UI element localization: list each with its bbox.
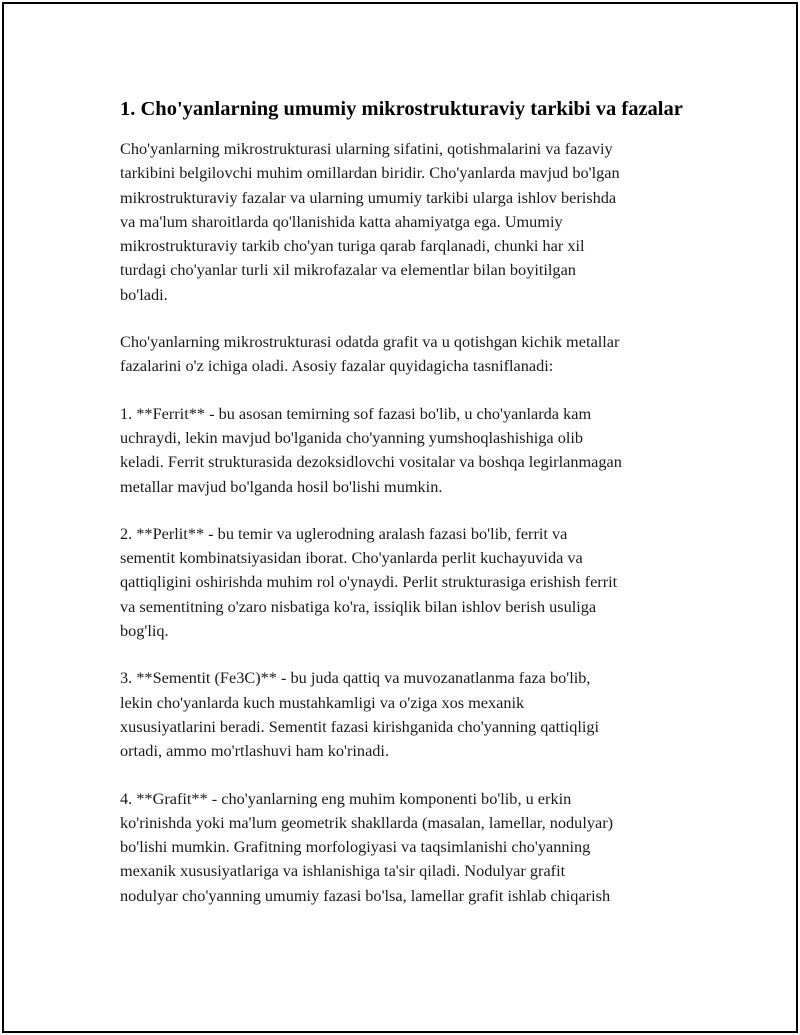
document-body xyxy=(120,96,696,931)
paragraph-phases-overview: Cho'yanlarning mikrostrukturasi odatda grafit va u qotishgan kichik metallar fazalarini o'z ichiga oladi. Asosiy fazalar quyidagicha tasniflanadi: xyxy=(120,332,620,376)
paragraph-ferrit: 1. **Ferrit** - bu asosan temirning sof fazasi bo'lib, u cho'yanlarda kam uchraydi, lekin mavjud bo'lganida cho'yanning yumshoqlashishiga olib keladi. Ferrit strukturasida dezoksidlovchi vositalar va boshqa legirlanmagan metallar mavjud bo'lganda hosil bo'lishi mumkin. xyxy=(120,403,622,496)
document-title: 1. Cho'yanlarning umumiy mikrostrukturaviy tarkibi va fazalar xyxy=(120,98,683,120)
paragraph-sementit: 3. **Sementit (Fe3C)** - bu juda qattiq va muvozanatlanma faza bo'lib, lekin cho'yanlarda kuch mustahkamligi va o'ziga xos mexanik xususiyatlarini beradi. Sementit fazasi kirishganida cho'yanning qattiqligi ortadi, ammo mo'rtlashuvi ham ko'rinadi. xyxy=(120,668,600,761)
paragraph-grafit: 4. **Grafit** - cho'yanlarning eng muhim komponenti bo'lib, u erkin ko'rinishda yoki ma'lum geometrik shakllarda (masalan, lamellar, nodulyar) bo'lishi mumkin. Grafitning morfologiyasi va taqsimlanishi cho'yanning mexanik xususiyatlariga va ishlanishiga ta'sir qiladi. Nodulyar grafit nodulyar cho'yanning umumiy fazasi bo'lsa, lamellar grafit ishlab chiqarish xyxy=(120,788,614,905)
paragraph-intro: Cho'yanlarning mikrostrukturasi ularning sifatini, qotishmalarini va fazaviy tarkibini belgilovchi muhim omillardan biridir. Cho'yanlarda mavjud bo'lgan mikrostrukturaviy fazalar va ularning umumiy tarkibi ularga ishlov berishda va ma'lum sharoitlarda qo'llanishida katta ahamiyatga ega. Umumiy mikrostrukturaviy tarkib cho'yan turiga qarab farqlanadi, chunki har xil turdagi cho'yanlar turli xil mikrofazalar va elementlar bilan boyitilgan bo'ladi. xyxy=(120,139,620,304)
page-frame xyxy=(2,2,798,1033)
paragraph-perlit: 2. **Perlit** - bu temir va uglerodning aralash fazasi bo'lib, ferrit va sementit kombinatsiyasidan iborat. Cho'yanlarda perlit kuchayuvida va qattiqligini oshirishda muhim rol o'ynaydi. Perlit strukturasiga erishish ferrit va sementitning o'zaro nisbatiga ko'ra, issiqlik bilan ishlov berish usuliga bog'liq. xyxy=(120,523,618,641)
